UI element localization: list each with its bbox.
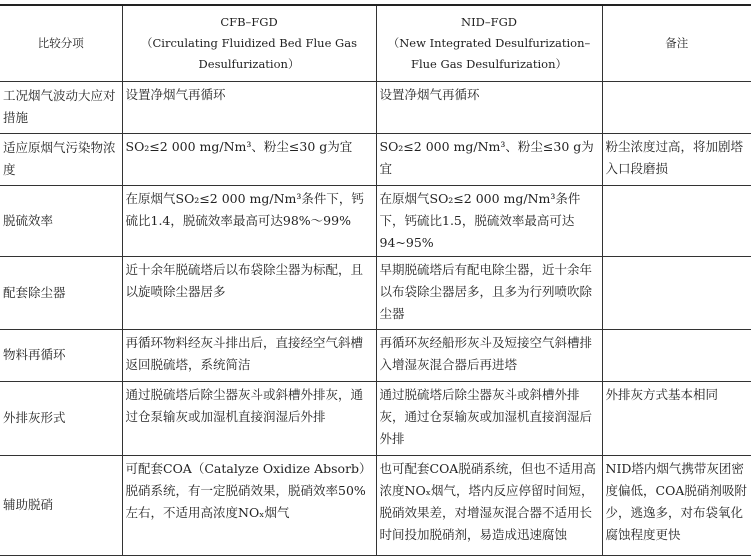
header-cfb-sub: （Circulating Fluidized Bed Flue Gas Desulfurization）: [141, 35, 357, 71]
table-row: [0, 256, 751, 329]
note-cell: [602, 256, 751, 329]
note-cell: 外排灰方式基本相同: [602, 381, 751, 455]
note-cell: 粉尘浓度过高，将加剧塔入口段磨损: [602, 133, 751, 185]
item-cell: 工况烟气波动大应对措施: [0, 81, 122, 133]
header-note: 备注: [602, 5, 751, 81]
nid-cell: 在原烟气SO₂≤2 000 mg/Nm³条件下，钙硫比1.5，脱硫效率最高可达94~95%: [376, 185, 602, 256]
note-cell: NID塔内烟气携带灰团密度偏低，COA脱硝剂吸附少，逃逸多，对布袋氧化腐蚀程度更快: [602, 455, 751, 555]
nid-cell: 也可配套COA脱硝系统，但也不适用高浓度NOₓ烟气，塔内反应停留时间短，脱硝效果差，对增湿灰混合器不适用长时间投加脱硝剂，易造成迅速腐蚀: [376, 455, 602, 555]
nid-cell: 早期脱硫塔后有配电除尘器，近十余年以布袋除尘器居多，且多为行列喷吹除尘器: [376, 256, 602, 329]
item-cell: 辅助脱硝: [0, 455, 122, 555]
table-row: [0, 81, 751, 133]
cfb-cell: 设置净烟气再循环: [122, 81, 376, 133]
header-item: 比较分项: [0, 5, 122, 81]
header-nid-sub: （New Integrated Desulfurization– Flue Gas Desulfurization）: [387, 35, 591, 71]
header-cfb: [122, 5, 376, 81]
note-cell: [602, 185, 751, 256]
cfb-cell: SO₂≤2 000 mg/Nm³、粉尘≤30 g为宜: [122, 133, 376, 185]
item-cell: 物料再循环: [0, 329, 122, 381]
cfb-cell: 近十余年脱硫塔后以布袋除尘器为标配，且以旋喷除尘器居多: [122, 256, 376, 329]
cfb-cell: 通过脱硫塔后除尘器灰斗或斜槽外排灰，通过仓泵输灰或加湿机直接润湿后外排: [122, 381, 376, 455]
nid-cell: SO₂≤2 000 mg/Nm³、粉尘≤30 g为宜: [376, 133, 602, 185]
header-nid: [376, 5, 602, 81]
item-cell: 配套除尘器: [0, 256, 122, 329]
cfb-cell: 再循环物料经灰斗排出后，直接经空气斜槽返回脱硫塔，系统简洁: [122, 329, 376, 381]
item-cell: 脱硫效率: [0, 185, 122, 256]
note-cell: [602, 81, 751, 133]
cfb-cell: 可配套COA（Catalyze Oxidize Absorb）脱硝系统，有一定脱硝效果，脱硝效率50%左右，不适用高浓度NOₓ烟气: [122, 455, 376, 555]
note-cell: [602, 329, 751, 381]
nid-cell: 再循环灰经船形灰斗及短接空气斜槽排入增湿灰混合器后再进塔: [376, 329, 602, 381]
item-cell: 适应原烟气污染物浓度: [0, 133, 122, 185]
header-nid-title: NID–FGD: [461, 14, 517, 29]
nid-cell: 设置净烟气再循环: [376, 81, 602, 133]
comparison-table: [0, 4, 751, 556]
nid-cell: 通过脱硫塔后除尘器灰斗或斜槽外排灰，通过仓泵输灰或加湿机直接润湿后外排: [376, 381, 602, 455]
table-row: [0, 381, 751, 455]
item-cell: 外排灰形式: [0, 381, 122, 455]
table-row: [0, 455, 751, 555]
header-cfb-title: CFB–FGD: [220, 14, 278, 29]
table-row: [0, 133, 751, 185]
table-row: [0, 185, 751, 256]
header-row: [0, 5, 751, 81]
cfb-cell: 在原烟气SO₂≤2 000 mg/Nm³条件下，钙硫比1.4，脱硫效率最高可达98%～99%: [122, 185, 376, 256]
table-row: [0, 329, 751, 381]
